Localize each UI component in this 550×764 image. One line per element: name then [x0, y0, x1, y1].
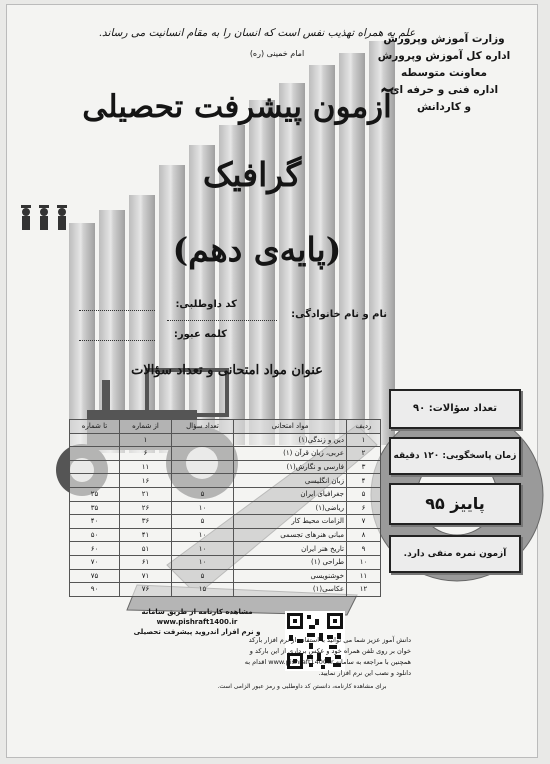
table-cell: ۵	[171, 487, 233, 501]
table-header: از شماره	[119, 420, 171, 434]
table-cell: ۲	[347, 447, 381, 461]
password-label: کلمه عبور:	[173, 329, 227, 340]
table-header: تا شماره	[70, 420, 120, 434]
response-time-text: زمان پاسخگویی: ۱۲۰ دقیقه	[393, 451, 517, 461]
table-cell: ۱۱	[119, 460, 171, 474]
table-cell: ۴۰	[70, 515, 120, 529]
table-cell: ۴۱	[119, 528, 171, 542]
table-cell	[70, 433, 120, 447]
site-url-link[interactable]: www.pishraft1400.ir	[156, 618, 238, 626]
table-cell: ۱۰	[171, 542, 233, 556]
season-box	[389, 483, 521, 525]
site-line: و نرم افزار اندروید پیشرفت تحصیلی	[133, 628, 261, 636]
table-header: مواد امتحانی	[234, 420, 347, 434]
table-cell: ۱۵	[171, 583, 233, 597]
site-line: مشاهده کارنامه از طریق سامانه	[141, 608, 253, 616]
table-cell: ۵	[171, 515, 233, 529]
table-cell: ۱۰	[171, 528, 233, 542]
candidate-code-field[interactable]	[79, 309, 155, 311]
table-cell: ۲۶	[119, 501, 171, 515]
table-cell: عکاسی(۱)	[234, 583, 347, 597]
table-cell	[171, 447, 233, 461]
table-cell: ۷۰	[70, 555, 120, 569]
table-row	[70, 542, 381, 556]
exam-cover-page	[6, 4, 538, 758]
table-cell: الزامات محیط کار	[234, 515, 347, 529]
password-field[interactable]	[79, 339, 155, 341]
table-cell: خوشنویسی	[234, 569, 347, 583]
table-cell: ۶	[347, 501, 381, 515]
table-cell: ۱۲	[347, 583, 381, 597]
season-text: پاییز ۹۵	[425, 494, 485, 513]
negative-score-box	[389, 535, 521, 573]
question-count-text: تعداد سؤالات: ۹۰	[413, 403, 497, 414]
candidate-code-label: کد داوطلبی:	[175, 299, 237, 310]
table-cell	[70, 447, 120, 461]
table-cell	[70, 460, 120, 474]
exam-title: آزمون پیشرفت تحصیلی	[82, 89, 392, 125]
result-site-info	[102, 607, 292, 637]
table-cell: ۵	[347, 487, 381, 501]
table-cell: ۹۰	[70, 583, 120, 597]
question-count-box	[389, 389, 521, 429]
table-row	[70, 528, 381, 542]
quote-source: امام خمینی (ره)	[249, 49, 305, 58]
name-field[interactable]	[167, 319, 277, 321]
footer-note: برای مشاهده کارنامه، دانستن کد داوطلبی و رمز عبور الزامی است.	[217, 683, 387, 690]
table-row	[70, 433, 381, 447]
table-cell: ۸	[347, 528, 381, 542]
barcode-note: دانش آموز عزیز شما می توانید با استفاده از نرم افزار بارکد خوان بر روی تلفن همراه خود و عکس برداری از این بارکد و همچنین با مراجعه به سامانه www.pishraft1400.ir اقدام به دانلود و نصب این نرم افزار نمایید.	[244, 636, 411, 677]
table-cell: ۵۰	[70, 528, 120, 542]
table-cell: جغرافیای ایران	[234, 487, 347, 501]
table-row	[70, 501, 381, 515]
table-cell: ۱۰	[171, 501, 233, 515]
table-cell: ۶	[119, 447, 171, 461]
table-cell: ۹	[347, 542, 381, 556]
table-cell: ۷۵	[70, 569, 120, 583]
table-cell	[171, 474, 233, 488]
table-cell: فارسی و نگارش(۱)	[234, 460, 347, 474]
table-cell: ۱۰	[347, 555, 381, 569]
table-cell: عربی، زبان قرآن (۱)	[234, 447, 347, 461]
grade-title: (پایه‌ی دهم)	[172, 230, 342, 269]
table-cell: ۲۱	[119, 487, 171, 501]
negative-score-text: آزمون نمره منفی دارد.	[403, 549, 507, 559]
table-row	[70, 555, 381, 569]
table-row	[70, 487, 381, 501]
table-cell: ۷	[347, 515, 381, 529]
subjects-table	[69, 419, 381, 597]
table-cell: ۱۰	[171, 555, 233, 569]
table-cell: ۳۶	[119, 515, 171, 529]
table-cell: ریاضی(۱)	[234, 501, 347, 515]
table-cell: ۴	[347, 474, 381, 488]
table-cell: تاریخ هنر ایران	[234, 542, 347, 556]
table-cell: مبانی هنرهای تجسمی	[234, 528, 347, 542]
table-header: ردیف	[347, 420, 381, 434]
name-label: نام و نام خانوادگی:	[291, 309, 387, 320]
table-cell	[171, 433, 233, 447]
table-row	[70, 515, 381, 529]
ministry-line: وزارت آموزش وپرورش	[383, 33, 505, 45]
section-title: عنوان مواد امتحانی و تعداد سؤالات	[131, 363, 323, 378]
quote-text: علم به همراه تهذیب نفس است که انسان را به مقام انسانیت می رساند.	[98, 27, 416, 39]
table-cell: ۲۵	[70, 487, 120, 501]
table-cell: ۷۱	[119, 569, 171, 583]
ministry-line: اداره فنی و حرفه ای	[389, 84, 499, 96]
table-cell: ۵۱	[119, 542, 171, 556]
table-row	[70, 474, 381, 488]
table-cell: ۱۱	[347, 569, 381, 583]
table-header: تعداد سؤال	[171, 420, 233, 434]
table-cell: دین و زندگی(۱)	[234, 433, 347, 447]
ministry-line: اداره کل آموزش وپرورش	[377, 50, 511, 62]
table-cell: ۱۶	[119, 474, 171, 488]
table-cell: ۶۰	[70, 542, 120, 556]
table-cell: ۷۶	[119, 583, 171, 597]
table-cell: ۳۵	[70, 501, 120, 515]
table-cell: ۱	[347, 433, 381, 447]
graduates-icon	[17, 203, 75, 233]
table-cell: زبان انگلیسی	[234, 474, 347, 488]
table-row	[70, 583, 381, 597]
table-row	[70, 447, 381, 461]
table-cell	[70, 474, 120, 488]
table-header-row	[70, 420, 381, 434]
table-row	[70, 569, 381, 583]
table-cell: ۱	[119, 433, 171, 447]
table-cell	[171, 460, 233, 474]
ministry-line: معاونت متوسطه	[401, 67, 487, 79]
response-time-box	[389, 437, 521, 475]
subject-title: گرافیک	[202, 155, 302, 194]
ministry-line: و کاردانش	[416, 101, 472, 113]
table-cell: ۵	[171, 569, 233, 583]
table-cell: ۶۱	[119, 555, 171, 569]
table-cell: ۳	[347, 460, 381, 474]
table-row	[70, 460, 381, 474]
table-cell: طراحی (۱)	[234, 555, 347, 569]
